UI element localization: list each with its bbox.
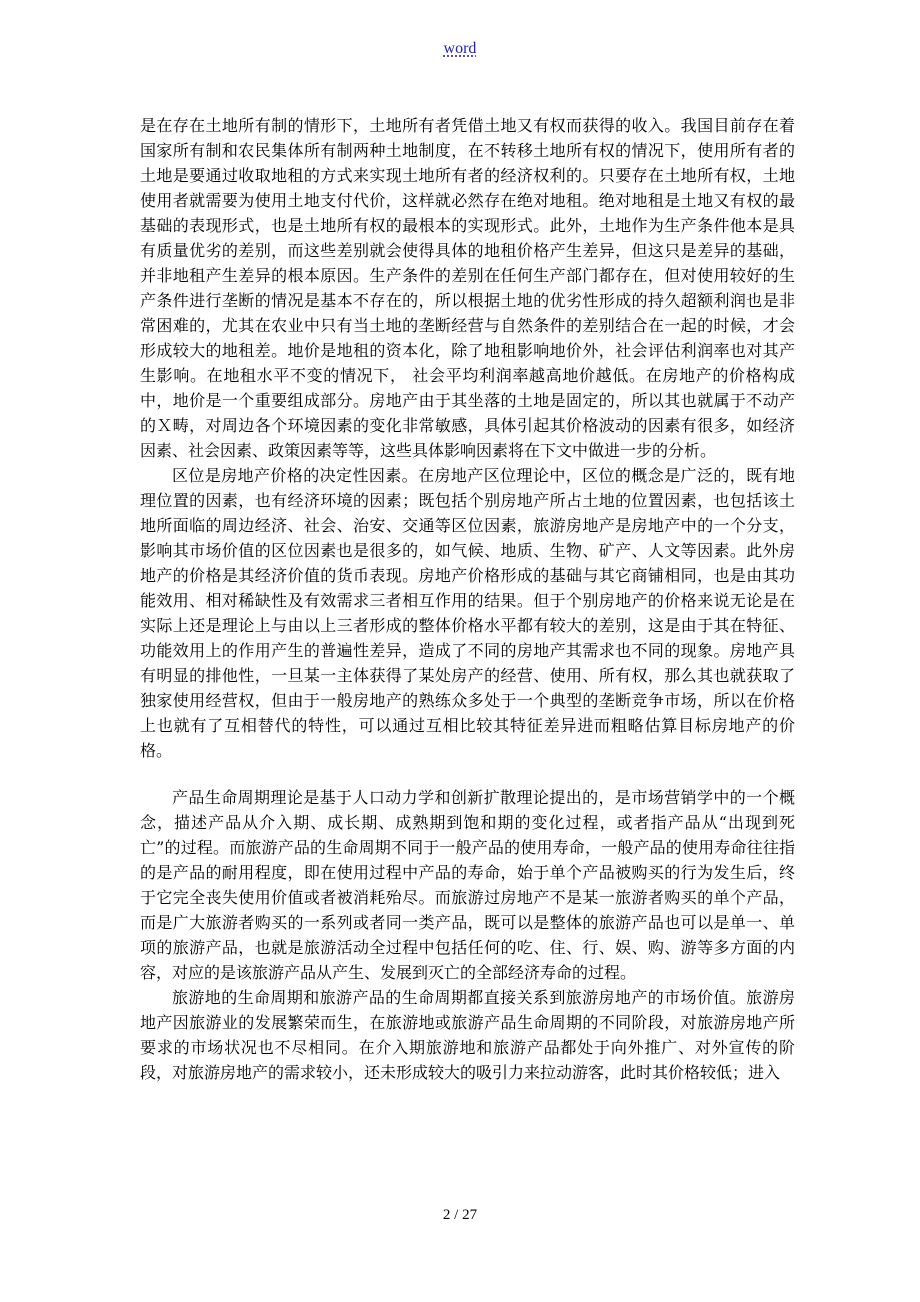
total-pages: 27 bbox=[462, 1207, 478, 1223]
paragraph-3: 产品生命周期理论是基于人口动力学和创新扩散理论提出的，是市场营销学中的一个概念，描述产品从介入期、成长期、成熟期到饱和期的变化过程，或者指产品从“出现到死亡”的过程。而旅游产品的生命周期不同于一般产品的使用寿命，一般产品的使用寿命往往指的是产品的耐用程度，即在使用过程中产品的寿命，始于单个产品被购买的行为发生后，终于它完全丧失使用价值或者被消耗殆尽。而旅游过房地产不是某一旅游者购买的单个产品，而是广大旅游者购买的一系列或者同一类产品，既可以是整体的旅游产品也可以是单一、单项的旅游产品，也就是旅游活动全过程中包括任何的吃、住、行、娱、购、游等多方面的内容，对应的是该旅游产品从产生、发展到灭亡的全部经济寿命的过程。 bbox=[140, 788, 795, 982]
paragraph-1: 是在存在土地所有制的情形下，土地所有者凭借土地又有权而获得的收入。我国目前存在着国家所有制和农民集体所有制两种土地制度，在不转移土地所有权的情况下，使用所有者的土地是要通过收取地租的方式来实现土地所有者的经济权利的。只要存在土地所有权，土地使用者就需要为使用土地支付代价，这样就必然存在绝对地租。绝对地租是土地又有权的最基础的表现形式，也是土地所有权的最根本的实现形式。此外，土地作为生产条件他本是具有质量优劣的差别，而这些差别就会使得具体的地租价格产生差异，但这只是差异的基础，并非地租产生差异的根本原因。生产条件的差别在任何生产部门都存在，但对使用较好的生产条件进行垄断的情况是基本不存在的，所以根据土地的优劣性形成的持久超额利润也是非常困难的，尤其在农业中只有当土地的垄断经营与自然条件的差别结合在一起的时候，才会形成较大的地租差。地价是地租的资本化，除了地租影响地价外，社会评估利润率也对其产生影响。在地租水平不变的情况下， 社会平均利润率越高地价越低。在房地产的价格构成中，地价是一个重要组成部分。房地产由于其坐落的土地是固定的，所以其也就属于不动产的Ｘ畴，对周边各个环境因素的变化非常敏感，具体引起其价格波动的因素有很多，如经济因素、社会因素、政策因素等等，这些具体影响因素将在下文中做进一步的分析。 bbox=[140, 116, 795, 460]
header-word-link[interactable]: word bbox=[443, 40, 477, 57]
page-separator: / bbox=[450, 1207, 463, 1223]
page-number: 2 bbox=[442, 1207, 451, 1223]
page-footer bbox=[0, 1207, 920, 1224]
paragraph-2: 区位是房地产价格的决定性因素。在房地产区位理论中，区位的概念是广泛的，既有地理位置的因素，也有经济环境的因素；既包括个别房地产所占土地的位置因素，也包括该土地所面临的周边经济、社会、治安、交通等区位因素，旅游房地产是房地产中的一个分支，影响其市场价值的区位因素也是很多的，如气候、地质、生物、矿产、人文等因素。此外房地产的价格是其经济价值的货币表现。房地产价格形成的基础与其它商铺相同，也是由其功能效用、相对稀缺性及有效需求三者相互作用的结果。但于个别房地产的价格来说无论是在实际上还是理论上与由以上三者形成的整体价格水平都有较大的差别，这是由于其在特征、功能效用上的作用产生的普遍性差异，造成了不同的房地产其需求也不同的现象。房地产具有明显的排他性，一旦某一主体获得了某处房产的经营、使用、所有权，那么其也就获取了独家使用经营权，但由于一般房地产的熟练众多处于一个典型的垄断竞争市场，所以在价格上也就有了互相替代的特性，可以通过互相比较其特征差异进而粗略估算目标房地产的价格。 bbox=[140, 466, 795, 760]
document-body bbox=[140, 113, 795, 1085]
page-header bbox=[0, 40, 920, 58]
paragraph-4: 旅游地的生命周期和旅游产品的生命周期都直接关系到旅游房地产的市场价值。旅游房地产因旅游业的发展繁荣而生，在旅游地或旅游产品生命周期的不同阶段，对旅游房地产所要求的市场状况也不尽相同。在介入期旅游地和旅游产品都处于向外推广、对外宣传的阶段，对旅游房地产的需求较小，还未形成较大的吸引力来拉动游客，此时其价格较低；进入 bbox=[140, 988, 795, 1082]
